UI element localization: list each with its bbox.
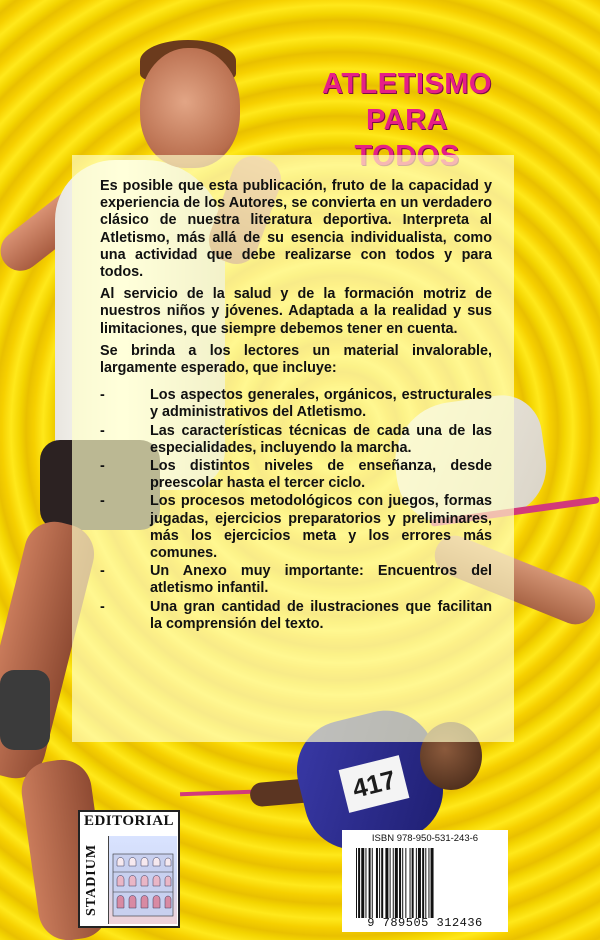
barcode-stripe	[393, 848, 394, 918]
barcode-stripe	[365, 848, 366, 918]
athlete-bib-number: 417	[339, 755, 410, 813]
feature-item: - Las características técnicas de cada una de las especialidades, incluyendo la marcha.	[100, 423, 492, 457]
barcode-bars	[356, 848, 496, 918]
feature-item: - Una gran cantidad de ilustraciones que facilitan la comprensión del texto.	[100, 599, 492, 633]
blurb-paragraph: Se brinda a los lectores un material invalorable, largamente esperado, que incluye:	[100, 342, 492, 377]
barcode-stripe	[361, 848, 364, 918]
barcode-stripe	[399, 848, 401, 918]
book-title-line: PARA	[365, 104, 449, 136]
blurb-paragraph: Es posible que esta publicación, fruto de la capacidad y experiencia de los Autores, se convierta en un verdadero clásico de nuestra literatura deportiva. Interpreta al Atletismo, más allá de su esencia individualista, como una actividad que debe realizarse con todos y para todos.	[100, 178, 492, 281]
isbn-number: ISBN 978-950-531-243-6	[371, 833, 479, 844]
book-title-line: ATLETISMO	[322, 68, 492, 100]
barcode-stripe	[369, 848, 371, 918]
barcode-stripe	[395, 848, 398, 918]
feature-item: - Los procesos metodológicos con juegos, formas jugadas, ejercicios preparatorios y preliminares, más los ejercicios meta y los errores más comunes.	[100, 493, 492, 562]
barcode-stripe	[379, 848, 380, 918]
barcode-stripe	[422, 848, 424, 918]
barcode-stripe	[376, 848, 378, 918]
barcode-stripe	[418, 848, 421, 918]
barcode-stripe	[412, 848, 414, 918]
blurb-paragraph: Al servicio de la salud y de la formación motriz de nuestros niños y jóvenes. Adaptada a la realidad y sus limitaciones, que siempre debemos tener en cuenta.	[100, 286, 492, 337]
barcode-stripe	[356, 848, 357, 918]
colosseum-icon-graphic	[109, 836, 177, 924]
feature-item: - Un Anexo muy importante: Encuentros del atletismo infantil.	[100, 563, 492, 597]
barcode-stripe	[372, 848, 373, 918]
runner-head	[140, 48, 240, 168]
feature-list	[100, 387, 492, 633]
publisher-name: EDITORIAL	[83, 813, 175, 829]
barcode-stripe	[358, 848, 360, 918]
barcode-stripe	[390, 848, 391, 918]
publisher-series: STADIUM	[84, 843, 99, 917]
colosseum-icon	[108, 836, 177, 924]
barcode-stripe	[405, 848, 406, 918]
barcode-stripe	[416, 848, 417, 918]
barcode-stripe	[428, 848, 429, 918]
barcode-stripe	[410, 848, 411, 918]
feature-item: - Los distintos niveles de enseñanza, desde preescolar hasta el tercer ciclo.	[100, 458, 492, 492]
barcode-stripe	[425, 848, 426, 918]
blurb-text	[100, 178, 492, 634]
ean-number: 9 789505 312436	[367, 916, 483, 930]
feature-item: - Los aspectos generales, orgánicos, estructurales y administrativos del Atletismo.	[100, 387, 492, 421]
barcode	[342, 830, 508, 932]
barcode-stripe	[385, 848, 388, 918]
barcode-stripe	[402, 848, 403, 918]
barcode-stripe	[431, 848, 434, 918]
runner-shoe	[0, 670, 50, 750]
publisher-logo	[78, 810, 180, 928]
barcode-stripe	[381, 848, 383, 918]
